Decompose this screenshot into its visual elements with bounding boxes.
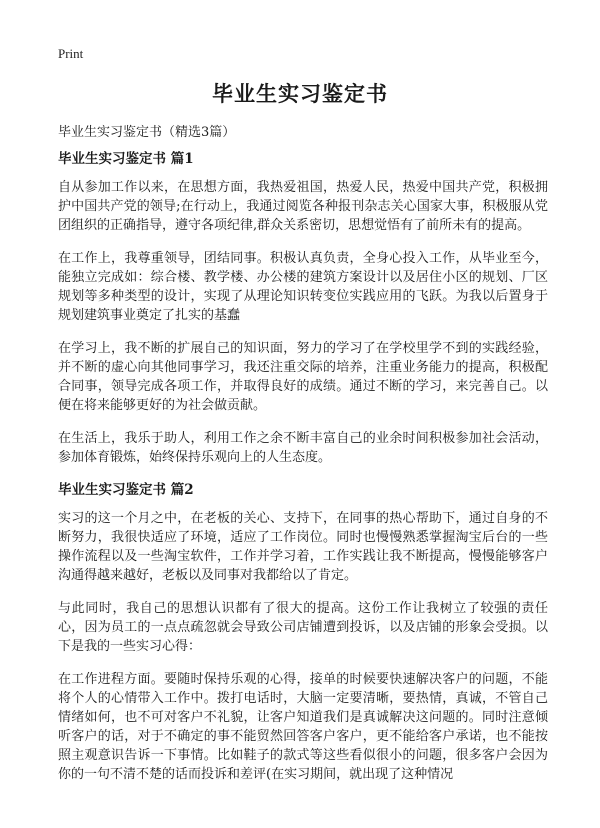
paragraph: 在学习上，我不断的扩展自己的知识面，努力的学习了在学校里学不到的实践经验，并不断的虚心向其他同事学习，我还注重交际的培养，注重业务能力的提高，积极配合同事，领导完成各项工作，并取得良好的成绩。通过不断的学习，来完善自己。以便在将来能够更好的为社会做贡献。 <box>58 341 548 413</box>
page-title: 毕业生实习鉴定书 <box>212 81 388 106</box>
paragraph: 与此同时，我自己的思想认识都有了很大的提高。这份工作让我树立了较强的责任心，因为员工的一点点疏忽就会导致公司店铺遭到投诉，以及店铺的形象会受损。以下是我的一些实习心得： <box>58 601 548 654</box>
section-heading-1: 毕业生实习鉴定书 篇1 <box>58 151 194 167</box>
paragraph: 在工作进程方面。要随时保持乐观的心得，接单的时候要快速解决客户的问题，不能将个人的心情带入工作中。拨打电话时，大脑一定要清晰，要热情，真诚，不管自己情绪如何，也不可对客户不礼貌，让客户知道我们是真诚解决这问题的。同时注意倾听客户的话，对于不确定的事不能贸然回答客户客户，更不能给客户承诺，也不能按照主观意识告诉一下事情。比如鞋子的款式等这些看似很小的问题，很多客户会因为你的一句不清不楚的话而投诉和差评(在实习期间，就出现了这种情况 <box>58 672 548 782</box>
document-body <box>58 150 548 798</box>
document-subtitle: 毕业生实习鉴定书（精选3篇） <box>58 125 236 140</box>
paragraph: 在生活上，我乐于助人，利用工作之余不断丰富自己的业余时间积极参加社会活动，参加体育锻炼，始终保持乐观向上的人生态度。 <box>58 431 548 465</box>
paragraph: 自从参加工作以来，在思想方面，我热爱祖国，热爱人民，热爱中国共产党，积极拥护中国共产党的领导;在行动上，我通过阅览各种报刊杂志关心国家大事，积极服从党团组织的正确指导，遵守各项纪律,群众关系密切，思想觉悟有了前所未有的提高。 <box>58 180 548 233</box>
paragraph: 在工作上，我尊重领导，团结同事。积极认真负责，全身心投入工作，从毕业至今，能独立完成如：综合楼、教学楼、办公楼的建筑方案设计以及居住小区的规划、厂区规划等多种类型的设计，实现了从理论知识转变位实践应用的飞跃。为我以后置身于规划建筑事业奠定了扎实的基蠢 <box>58 251 548 323</box>
section-heading-2: 毕业生实习鉴定书 篇2 <box>58 482 194 498</box>
paragraph: 实习的这一个月之中，在老板的关心、支持下，在同事的热心帮助下，通过自身的不断努力，我很快适应了环境，适应了工作岗位。同时也慢慢熟悉掌握淘宝后台的一些操作流程以及一些淘宝软件，工作并学习着，工作实践让我不断提高，慢慢能够客户沟通得越来越好，老板以及同事对我都给以了肯定。 <box>58 511 548 583</box>
print-link[interactable]: Print <box>58 46 84 61</box>
